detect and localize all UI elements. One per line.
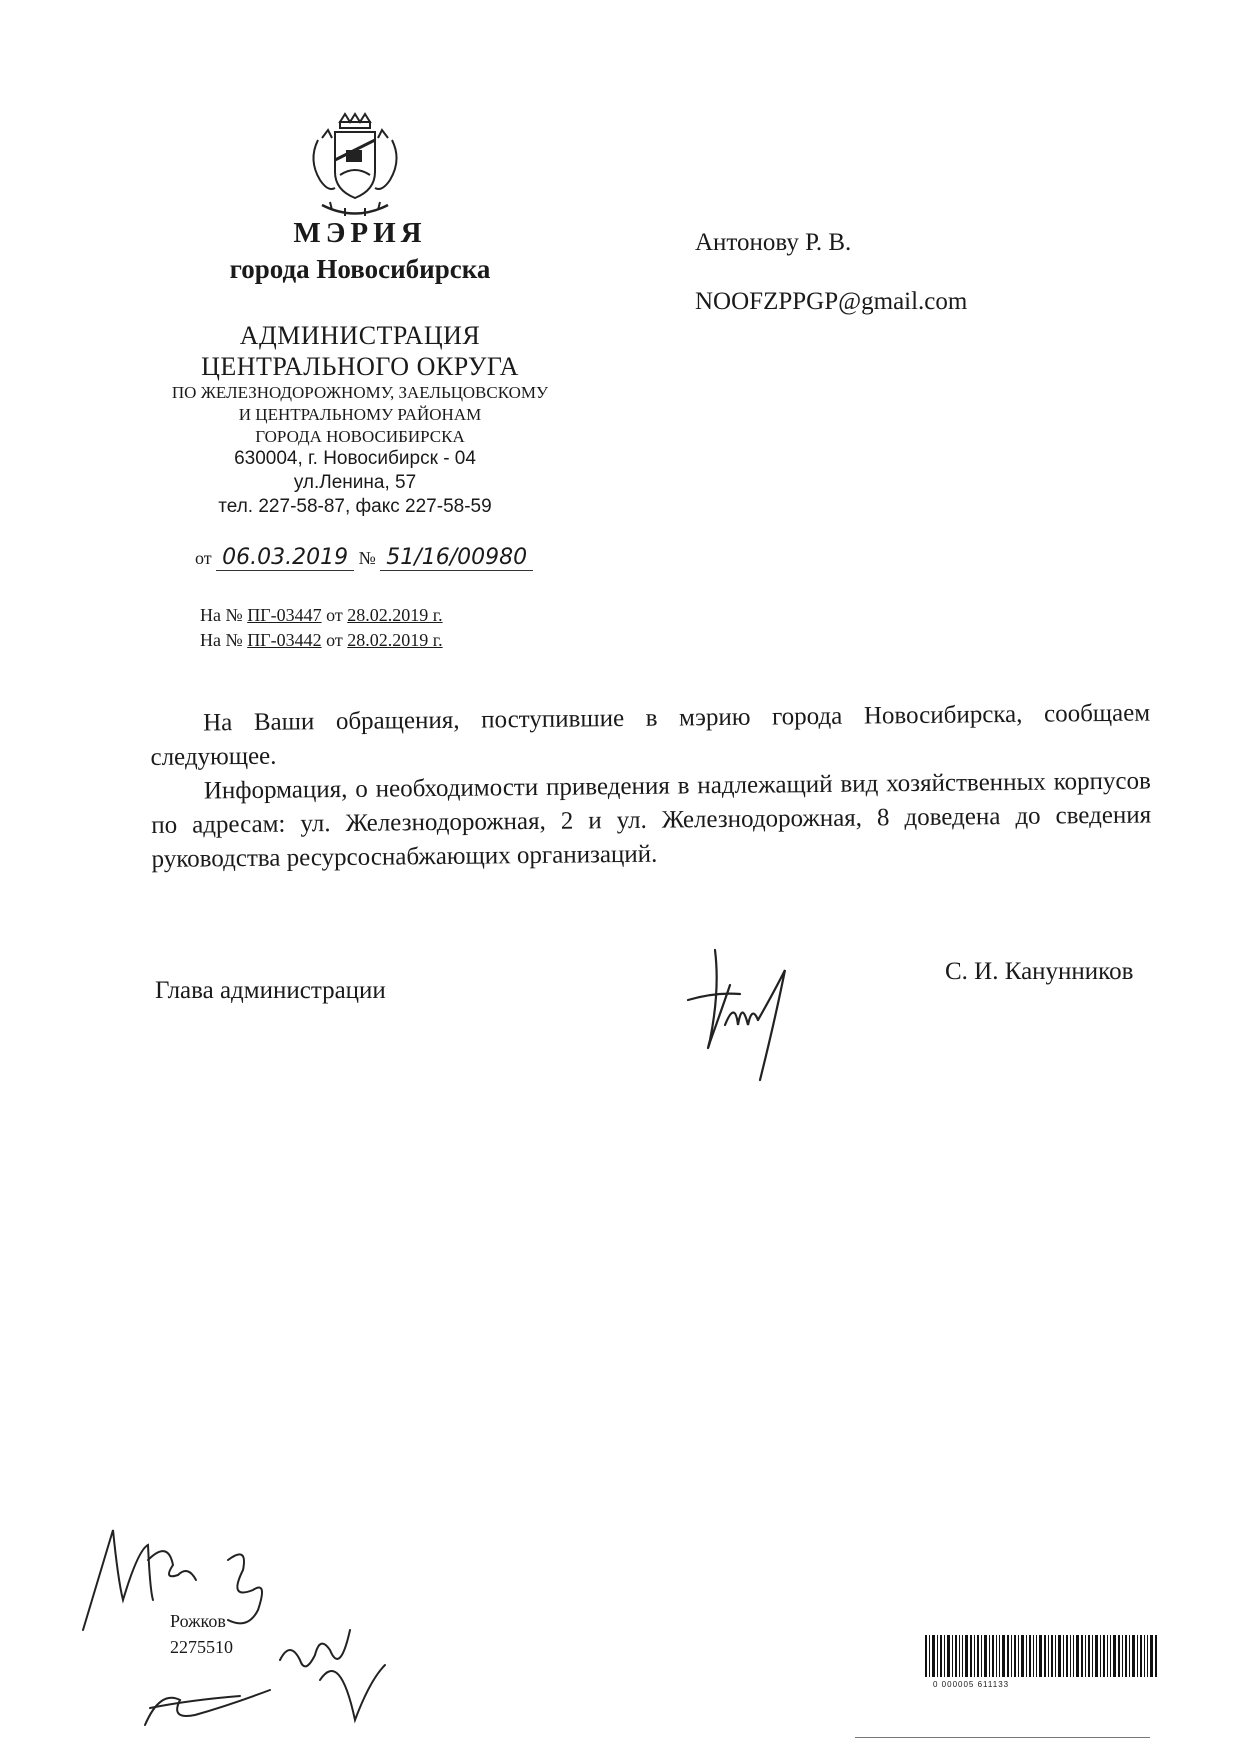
city-title: города Новосибирска (229, 254, 491, 284)
outgoing-date: 06.03.2019 (216, 545, 354, 571)
incoming-ref-date: 28.02.2019 г. (347, 605, 443, 625)
administration-block (140, 320, 580, 448)
phone-line: тел. 227-58-87, факс 227-58-59 (218, 496, 492, 517)
outgoing-reference (195, 545, 533, 570)
addressee-email: NOOFZPPGP@gmail.com (695, 288, 968, 315)
admin-line-2: ЦЕНТРАЛЬНОГО ОКРУГА (201, 352, 519, 381)
handwritten-signature (680, 930, 810, 1100)
admin-line-1: АДМИНИСТРАЦИЯ (239, 321, 481, 350)
incoming-ref-date: 28.02.2019 г. (347, 630, 443, 650)
incoming-ref-row: На № ПГ-03447 от 28.02.2019 г. (200, 605, 443, 625)
coat-of-arms-emblem (300, 110, 410, 230)
barcode (925, 1635, 1160, 1677)
from-label: от (195, 548, 212, 568)
letter-body (150, 697, 1152, 877)
incoming-ref-row: На № ПГ-03442 от 28.02.2019 г. (200, 630, 443, 650)
footer-divider (855, 1737, 1150, 1738)
districts-line-2: И ЦЕНТРАЛЬНОМУ РАЙОНАМ (238, 405, 482, 424)
incoming-references (200, 603, 443, 653)
address-block (150, 447, 560, 519)
address-line-2: ул.Ленина, 57 (293, 472, 417, 493)
body-paragraph-2: Информация, о необходимости приведения в надлежащий вид хозяйственных корпусов по адресам: ул. Железнодорожная, 2 и ул. Железнодорожная, 8 доведена до сведения руководства ресурсоснабжающих организаций. (151, 767, 1152, 873)
signatory-title: Глава администрации (155, 977, 386, 1004)
incoming-ref-number: ПГ-03447 (247, 605, 322, 625)
signatory-name: С. И. Канунников (945, 958, 1134, 985)
districts-line-3: ГОРОДА НОВОСИБИРСКА (255, 427, 465, 446)
executor-phone: 2275510 (170, 1637, 233, 1657)
addressee-name: Антонову Р. В. (695, 229, 852, 256)
districts-line-1: ПО ЖЕЛЕЗНОДОРОЖНОМУ, ЗАЕЛЬЦОВСКОМУ (171, 383, 549, 402)
incoming-ref-number: ПГ-03442 (247, 630, 322, 650)
organization-name (175, 215, 545, 287)
mayoralty-title: МЭРИЯ (293, 217, 427, 249)
bottom-signatures-scribble (140, 1620, 390, 1740)
executor-name: Рожков (170, 1611, 226, 1631)
outgoing-number: 51/16/00980 (380, 545, 533, 571)
barcode-digits: 0 000005 611133 (933, 1680, 1010, 1689)
address-line-1: 630004, г. Новосибирск - 04 (234, 448, 476, 469)
body-paragraph-1: На Ваши обращения, поступившие в мэрию города Новосибирска, сообщаем следующее. (150, 699, 1151, 771)
number-label: № (358, 548, 376, 568)
